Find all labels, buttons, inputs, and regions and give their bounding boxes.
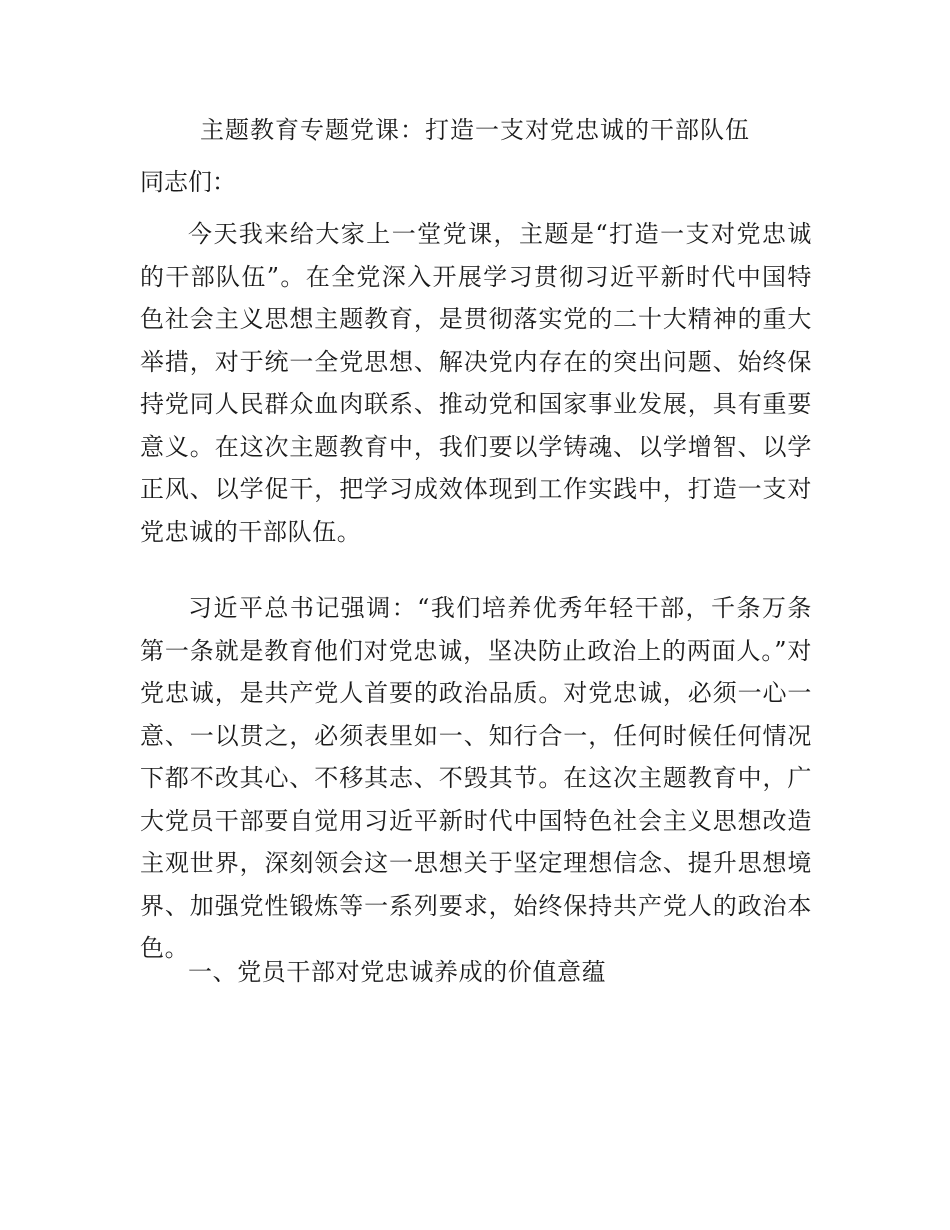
section-heading: 一、党员干部对党忠诚养成的价值意蕴	[188, 958, 607, 986]
paragraph-intro: 今天我来给大家上一堂党课，主题是“打造一支对党忠诚的干部队伍”。在全党深入开展学习贯彻习近平新时代中国特色社会主义思想主题教育，是贯彻落实党的二十大精神的重大举措，对于统一全党思想、解决党内存在的突出问题、始终保持党同人民群众血肉联系、推动党和国家事业发展，具有重要意义。在这次主题教育中，我们要以学铸魂、以学增智、以学正风、以学促干，把学习成效体现到工作实践中，打造一支对党忠诚的干部队伍。	[140, 220, 812, 546]
document-title: 主题教育专题党课：打造一支对党忠诚的干部队伍	[200, 116, 750, 144]
paragraph-quote: 习近平总书记强调：“我们培养优秀年轻干部，千条万条第一条就是教育他们对党忠诚，坚决防止政治上的两面人。”对党忠诚，是共产党人首要的政治品质。对党忠诚，必须一心一意、一以贯之，必须表里如一、知行合一，任何时候任何情况下都不改其心、不移其志、不毁其节。在这次主题教育中，广大党员干部要自觉用习近平新时代中国特色社会主义思想改造主观世界，深刻领会这一思想关于坚定理想信念、提升思想境界、加强党性锻炼等一系列要求，始终保持共产党人的政治本色。	[140, 594, 812, 962]
salutation: 同志们：	[140, 168, 236, 196]
